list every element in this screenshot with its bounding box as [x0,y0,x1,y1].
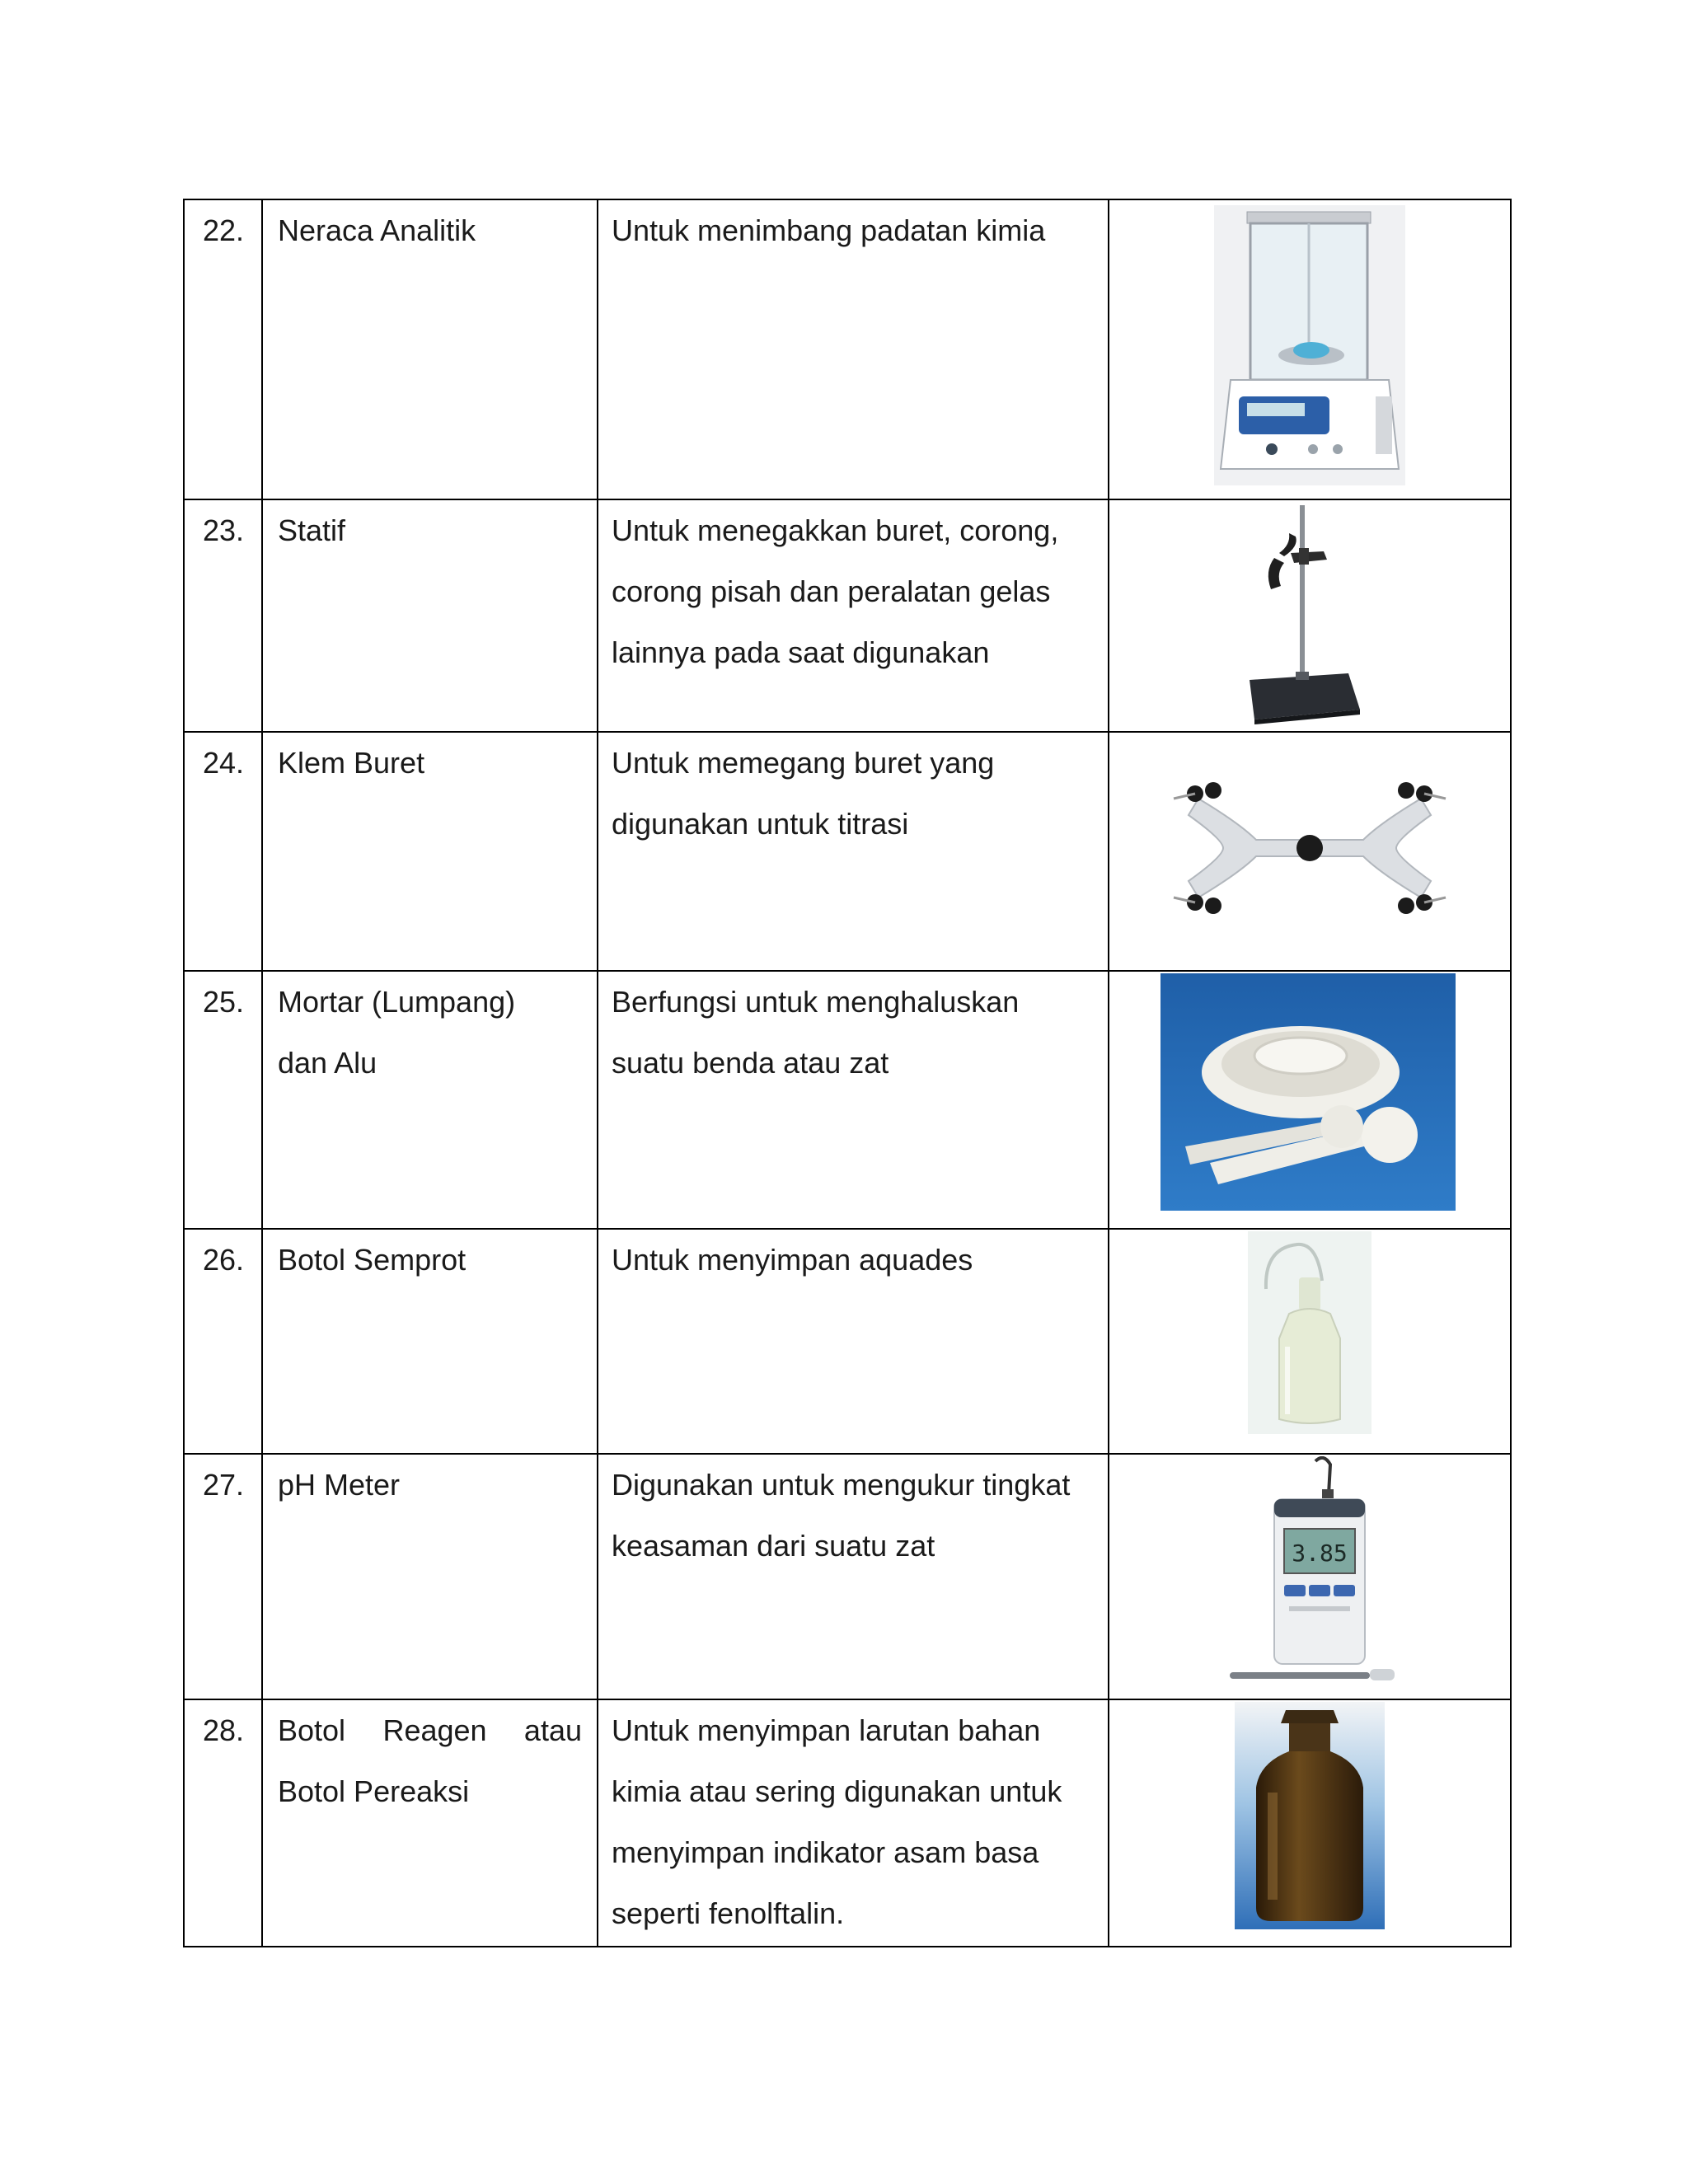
row-number-cell [184,1229,262,1454]
row-number-cell [184,1454,262,1699]
tool-description-line: Berfungsi untuk menghaluskan [612,985,1020,1019]
row-number-cell [184,499,262,732]
tool-name: pH Meter [278,1468,401,1502]
tool-image-cell [1109,1454,1511,1699]
tool-description-line: Digunakan untuk mengukur tingkat [612,1468,1071,1502]
tool-name-cell [262,1699,598,1947]
tool-image-cell [1109,732,1511,971]
row-number: 24. [203,746,245,780]
mortar-pestle-icon [1160,973,1456,1211]
retort-stand-icon [1241,504,1365,728]
tool-description-line: Untuk menegakkan buret, corong, [612,513,1059,547]
row-number-cell [184,732,262,971]
table-row [184,1699,1511,1947]
row-number: 22. [203,213,245,247]
tool-name: dan Alu [278,1046,377,1080]
ph-meter-display: 3.85 [1292,1540,1348,1567]
tool-name-cell [262,971,598,1229]
tool-description-line: corong pisah dan peralatan gelas [612,574,1051,608]
ph-meter-icon [1225,1456,1398,1690]
row-number: 23. [203,513,245,547]
tool-description-line: digunakan untuk titrasi [612,807,909,841]
tool-description-line: menyimpan indikator asam basa [612,1835,1039,1869]
tool-description-cell [598,199,1109,499]
reagent-bottle-icon [1235,1702,1385,1929]
tool-name: Klem Buret [278,746,425,780]
row-number-cell [184,971,262,1229]
table-row [184,199,1511,499]
tool-description-line: lainnya pada saat digunakan [612,635,990,669]
table-row [184,1454,1511,1699]
tool-name: Botol Reagen atau [278,1713,582,1747]
tool-name: Neraca Analitik [278,213,476,247]
table-row [184,732,1511,971]
tool-name-cell [262,499,598,732]
row-number-cell [184,199,262,499]
tool-name: Statif [278,513,346,547]
row-number-cell [184,1699,262,1947]
row-number: 28. [203,1713,245,1747]
tool-description-line: suatu benda atau zat [612,1046,889,1080]
tool-image-cell [1109,1229,1511,1454]
tool-name: Botol Semprot [278,1243,467,1277]
tool-description-line: Untuk memegang buret yang [612,746,995,780]
table-row [184,1229,1511,1454]
tool-description-line: kimia atau sering digunakan untuk [612,1774,1062,1808]
tool-name-cell [262,732,598,971]
tool-description-line: seperti fenolftalin. [612,1896,845,1930]
tool-image-cell [1109,199,1511,499]
tool-description-cell [598,1229,1109,1454]
tool-name-cell [262,1454,598,1699]
equipment-table [183,199,1512,1947]
tool-description-line: Untuk menyimpan larutan bahan [612,1713,1041,1747]
tool-image-cell [1109,1699,1511,1947]
tool-name: Mortar (Lumpang) [278,985,516,1019]
table-row [184,499,1511,732]
tool-description-cell [598,971,1109,1229]
table-row [184,971,1511,1229]
row-number: 27. [203,1468,245,1502]
tool-description-cell [598,1699,1109,1947]
tool-name-cell [262,199,598,499]
tool-image-cell [1109,971,1511,1229]
burette-clamp-icon [1165,766,1454,930]
analytical-balance-icon [1214,205,1405,485]
row-number: 26. [203,1243,245,1277]
tool-description-cell [598,732,1109,971]
tool-image-cell [1109,499,1511,732]
tool-name-cell [262,1229,598,1454]
wash-bottle-icon [1248,1231,1372,1434]
tool-description-cell [598,499,1109,732]
tool-description-line: Untuk menyimpan aquades [612,1243,973,1277]
tool-description-line: Untuk menimbang padatan kimia [612,213,1046,247]
tool-name: Botol Pereaksi [278,1774,470,1808]
row-number: 25. [203,985,245,1019]
tool-description-cell [598,1454,1109,1699]
tool-description-line: keasaman dari suatu zat [612,1529,935,1563]
